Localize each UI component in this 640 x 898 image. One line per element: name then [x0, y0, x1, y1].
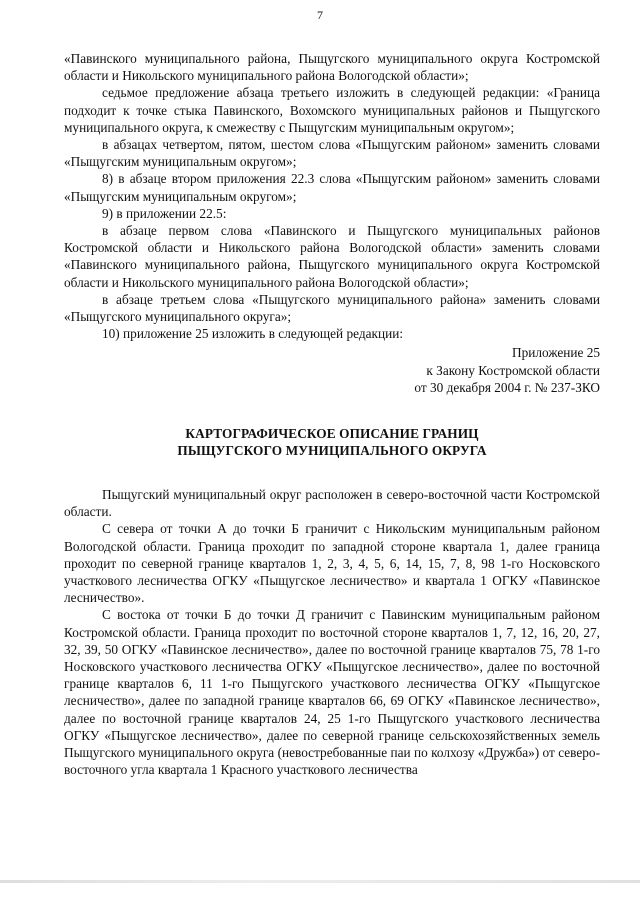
paragraph: в абзаце третьем слова «Пыщугского муниципального района» заменить словами «Пыщугского муниципального округа»;	[64, 291, 600, 325]
appendix-line: к Закону Костромской области	[426, 362, 600, 378]
paragraph: С севера от точки А до точки Б граничит с Никольским муниципальным районом Вологодской области. Граница проходит по западной стороне квартала 1, далее граница проходит по северной границе кварталов 1, 2, 3, 4, 5, 6, 14, 15, 7, 8, 98 1-го Носковского участкового лесничества ОГКУ «Пыщугское лесничество» и квартала 1 ОГКУ «Павинское лесничество».	[64, 521, 600, 606]
appendix-reference	[64, 344, 600, 397]
paragraph: 9) в приложении 22.5:	[102, 205, 227, 221]
appendix-line: Приложение 25	[512, 345, 600, 361]
paragraph: С востока от точки Б до точки Д граничит с Павинским муниципальным районом Костромской области. Граница проходит по восточной стороне кварталов 1, 7, 12, 16, 20, 27, 32, 39, 50 ОГКУ «Павинское лесничество», далее по восточной границе кварталов 75, 78 1-го Носковского участкового лесничества ОГКУ «Пыщугское лесничество», далее по восточной границе кварталов 6, 11 1-го Пыщугского участкового лесничества ОГКУ «Пыщугское лесничество», далее по западной границе кварталов 66, 69 ОГКУ «Павинское лесничество», далее по восточной границе кварталов 24, 25 1-го Пыщугского участкового лесничества ОГКУ «Пыщугское лесничество», далее по северной границе сельскохозяйственных земель Пыщугского муниципального округа (невостребованные паи по колхозу «Дружба») от северо-восточного угла квартала 1 Красного участкового лесничества	[64, 607, 600, 778]
section-title	[64, 425, 600, 460]
title-line: КАРТОГРАФИЧЕСКОЕ ОПИСАНИЕ ГРАНИЦ	[185, 425, 479, 441]
paragraph: в абзаце первом слова «Павинского и Пыщугского муниципальных районов Костромской области и Никольского района Вологодской области» заменить словами «Павинского муниципального района, Пыщугского муниципального округа Костромской области и Никольского муниципального района Вологодской области»;	[64, 223, 600, 290]
paragraph: «Павинского муниципального района, Пыщугского муниципального округа Костромской области и Никольского муниципального района Вологодской области»;	[64, 51, 600, 84]
page-number: 7	[317, 8, 323, 22]
scan-artifact-line	[0, 880, 640, 883]
paragraph: седьмое предложение абзаца третьего изложить в следующей редакции: «Граница подходит к точке стыка Павинского, Вохомского муниципальных районов и Пыщугского муниципального округа, к смежеству с Пыщугским муниципальным округом»;	[64, 85, 600, 135]
paragraph: Пыщугский муниципальный округ расположен в северо-восточной части Костромской области.	[64, 486, 600, 520]
paragraph: 10) приложение 25 изложить в следующей редакции:	[102, 326, 404, 342]
paragraph: в абзацах четвертом, пятом, шестом слова «Пыщугским районом» заменить словами «Пыщугским муниципальным округом»;	[64, 137, 600, 170]
paragraph: 8) в абзаце втором приложения 22.3 слова «Пыщугским районом» заменить словами «Пыщугским муниципальным округом»;	[64, 171, 600, 204]
title-line: ПЫЩУГСКОГО МУНИЦИПАЛЬНОГО ОКРУГА	[177, 443, 487, 459]
appendix-line: от 30 декабря 2004 г. № 237-ЗКО	[414, 380, 600, 396]
document-body	[64, 50, 600, 778]
